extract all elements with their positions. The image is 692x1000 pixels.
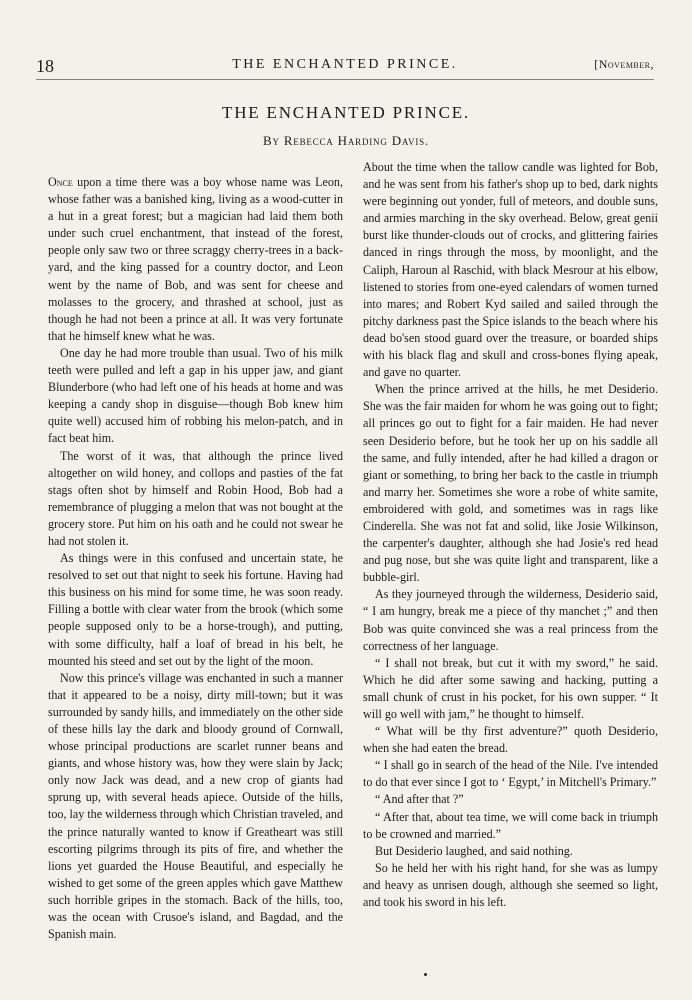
paragraph: When the prince arrived at the hills, he met Desiderio. She was the fair maiden for whom he was going out to fight; all princes go out to fight for a fair maiden. He had never seen Desiderio before, but he took her up on his saddle all the same, and fully intended, after he had killed a dragon or giant or something, to bring her back to the castle in triumph and marry her. Sometimes she wore a robe of white samite, embroidered with gold, and sometimes was in rags like Cinderella. She was not fat and solid, like Josie Wilkinson, the carpenter's daughter, although she had Josie's red head and pug nose, but she was quite light and transparent, like a bubble-girl. [363,382,658,585]
left-column [48,174,343,943]
paragraph: The worst of it was, that although the prince lived altogether on wild honey, and collops and pasties of the fat stags often shot by himself and Robin Hood, Bob had a remembrance of plugging a melon that was not bought at the grocery store. Put him on his oath and he could not swear he had not stolen it. [48,448,343,548]
paragraph: So he held her with his right hand, for she was as lumpy and heavy as unrisen dough, although she seemed so light, and took his sword in his left. [363,860,658,910]
right-column [363,159,658,911]
paragraph: But Desiderio laughed, and said nothing. [375,843,573,858]
paragraph: As they journeyed through the wilderness, Desiderio said, “ I am hungry, break me a piece of thy manchet ;” and then Bob was quite convinced she was a real princess from the correctness of her language. [363,587,658,653]
running-month: [November, [594,57,654,71]
article-title: THE ENCHANTED PRINCE. [222,103,470,122]
paragraph: As things were in this confused and uncertain state, he resolved to set out that night to seek his fortune. Having had this business on his mind for some time, he was soon ready. Filling a bottle with clear water from the brook (which some people supposed only to be a horse-trough), and putting, with some difficulty, half a loaf of bread in his belt, he mounted his steed and set out by the light of the moon. [48,551,343,668]
paragraph: “ And after that ?” [375,792,464,807]
paragraph: One day he had more trouble than usual. Two of his milk teeth were pulled and left a gap in his upper jaw, and giant Blunderbore (who had left one of his heads at home and was keeping a candy shop in disguise—though Bob knew him quite well) accused him of robbing his melon-patch, and in fact beat him. [48,345,343,446]
paragraph: Now this prince's village was enchanted in such a manner that it appeared to be a noisy, dirty mill-town; but it was surrounded by sandy hills, and immediately on the other side of these hills lay the dark and bloody ground of Cornwall, whose principal productions are scarlet runner beans and giants, and whose history was, how they were slain by Jack; only now Jack was dead, and a new crop of giants had sprung up, with several heads apiece. Outside of the hills, too, lay the wilderness through which Christian traveled, and the prince naturally wanted to know if Greatheart was still escorting pilgrims through its pits of fire, and whether the lions yet guarded the House Beautiful, and especially he wished to get some of the green apples which gave Matthew such horrible gripes in the stomach. Back of the hills, too, was the ocean with Crusoe's island, and Bagdad, and the Spanish main. [48,670,343,942]
paragraph: “ I shall go in search of the head of the Nile. I've intended to do that ever since I got to ‘ Egypt,’ in Mitchell's Primary.” [363,758,658,790]
paragraph: “ What will be thy first adventure?” quoth Desiderio, when she had eaten the bread. [363,724,658,756]
paragraph [48,174,343,345]
page-number: 18 [36,56,54,76]
running-title: THE ENCHANTED PRINCE. [232,57,458,72]
running-head [36,56,654,74]
drop-word: Once [48,175,73,189]
paragraph: “ I shall not break, but cut it with my sword,” he said. Which he did after some sawing and hacking, putting a small chunk of crust in his pocket, for his own supper. “ It will go well with jam,” he thought to himself. [363,655,658,721]
paragraph-text: upon a time there was a boy whose name was Leon, whose father was a banished king, living as a wood-cutter in a hut in a great forest; but a magician had laid them both under such cruel enchantment, that instead of the forest, people only saw two or three scraggy cherry-trees in a back-yard, and the king passed for a country doctor, and Leon went by the name of Bob, and was sent for cheese and molasses to the grocery, and thrashed at school, just as though he had not been a prince at all. It was very fortunate that he himself knew what he was. [48,175,343,343]
paragraph: “ After that, about tea time, we will come back in triumph to be crowned and married.” [363,809,658,841]
paragraph: About the time when the tallow candle was lighted for Bob, and he was sent from his father's shop up to bed, dark nights were beginning out yonder, full of meteors, and double suns, and armies marching in the sky overhead. Below, great genii burst like thunder-clouds out of crocks, and glittering fairies danced in rings through the moss, by moonlight, and the Caliph, Haroun al Raschid, with black Mesrour at his elbow, listened to stories from one-eyed calendars of women turned into mares; and Robert Kyd sailed and sailed through the pitchy darkness past the Spice islands to the beach where his dead bo'sen stood guard over the treasure, or boarded ships with his black flag and skull and cross-bones flying apeak, and gave no quarter. [363,160,658,380]
byline: By Rebecca Harding Davis. [263,133,429,148]
printer-mark [424,973,427,976]
header-rule [36,79,654,80]
